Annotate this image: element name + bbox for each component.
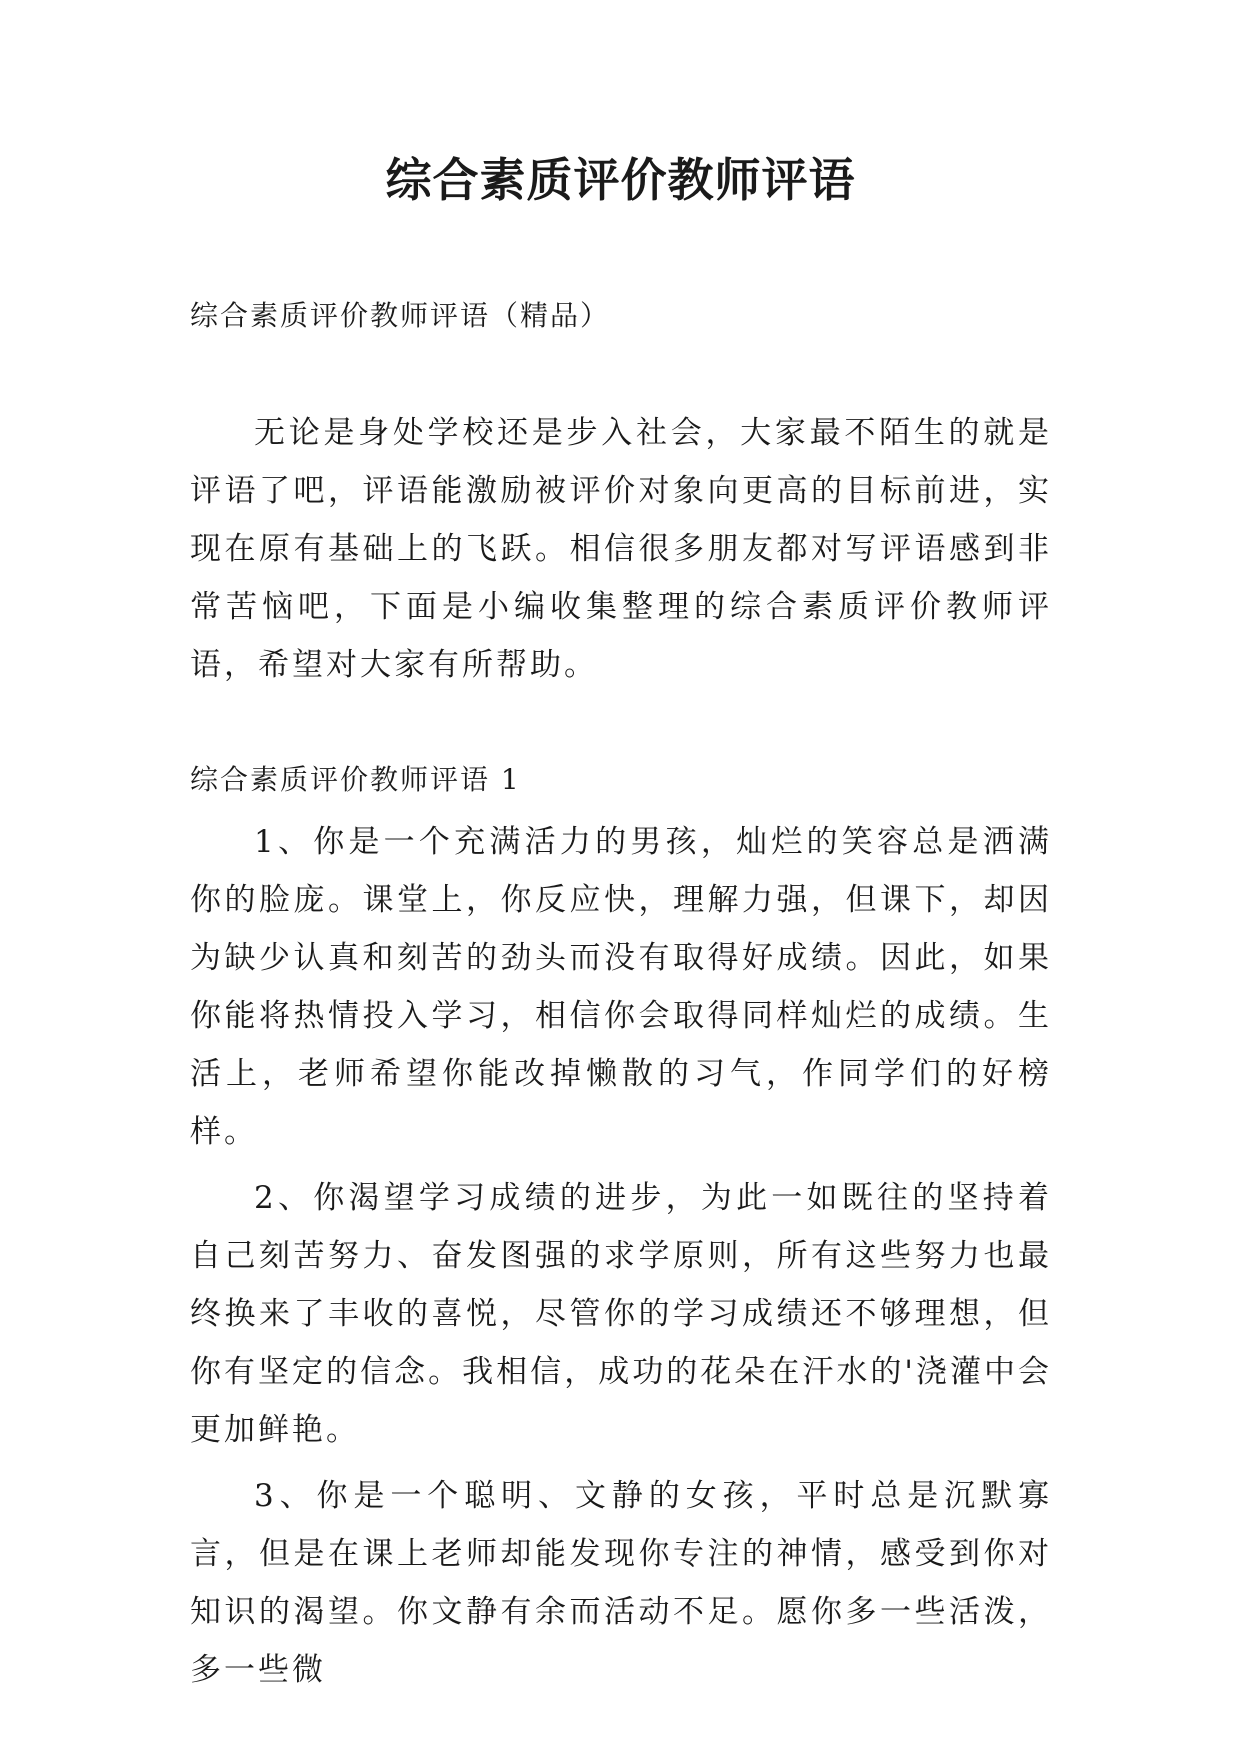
comment-paragraph-3: 3、你是一个聪明、文静的女孩，平时总是沉默寡言，但是在课上老师却能发现你专注的神情，感受到你对知识的渴望。你文静有余而活动不足。愿你多一些活泼，多一些微 (190, 1478, 1052, 1688)
comment-paragraph-1: 1、你是一个充满活力的男孩，灿烂的笑容总是洒满你的脸庞。课堂上，你反应快，理解力强，但课下，却因为缺少认真和刻苦的劲头而没有取得好成绩。因此，如果你能将热情投入学习，相信你会取得同样灿烂的成绩。生活上，老师希望你能改掉懒散的习气，作同学们的好榜样。 (190, 824, 1052, 1150)
comment-list (190, 813, 1052, 1707)
intro-paragraph: 无论是身处学校还是步入社会，大家最不陌生的就是评语了吧，评语能激励被评价对象向更高的目标前进，实现在原有基础上的飞跃。相信很多朋友都对写评语感到非常苦恼吧，下面是小编收集整理的综合素质评价教师评语，希望对大家有所帮助。 (190, 415, 1052, 683)
document-subtitle: 综合素质评价教师评语（精品） (190, 299, 611, 332)
section-heading: 综合素质评价教师评语 1 (190, 763, 521, 796)
comment-paragraph-2: 2、你渴望学习成绩的进步，为此一如既往的坚持着自己刻苦努力、奋发图强的求学原则，所有这些努力也最终换来了丰收的喜悦，尽管你的学习成绩还不够理想，但你有坚定的信念。我相信，成功的花朵在汗水的'浇灌中会更加鲜艳。 (190, 1180, 1052, 1448)
document-title: 综合素质评价教师评语 (385, 153, 856, 207)
